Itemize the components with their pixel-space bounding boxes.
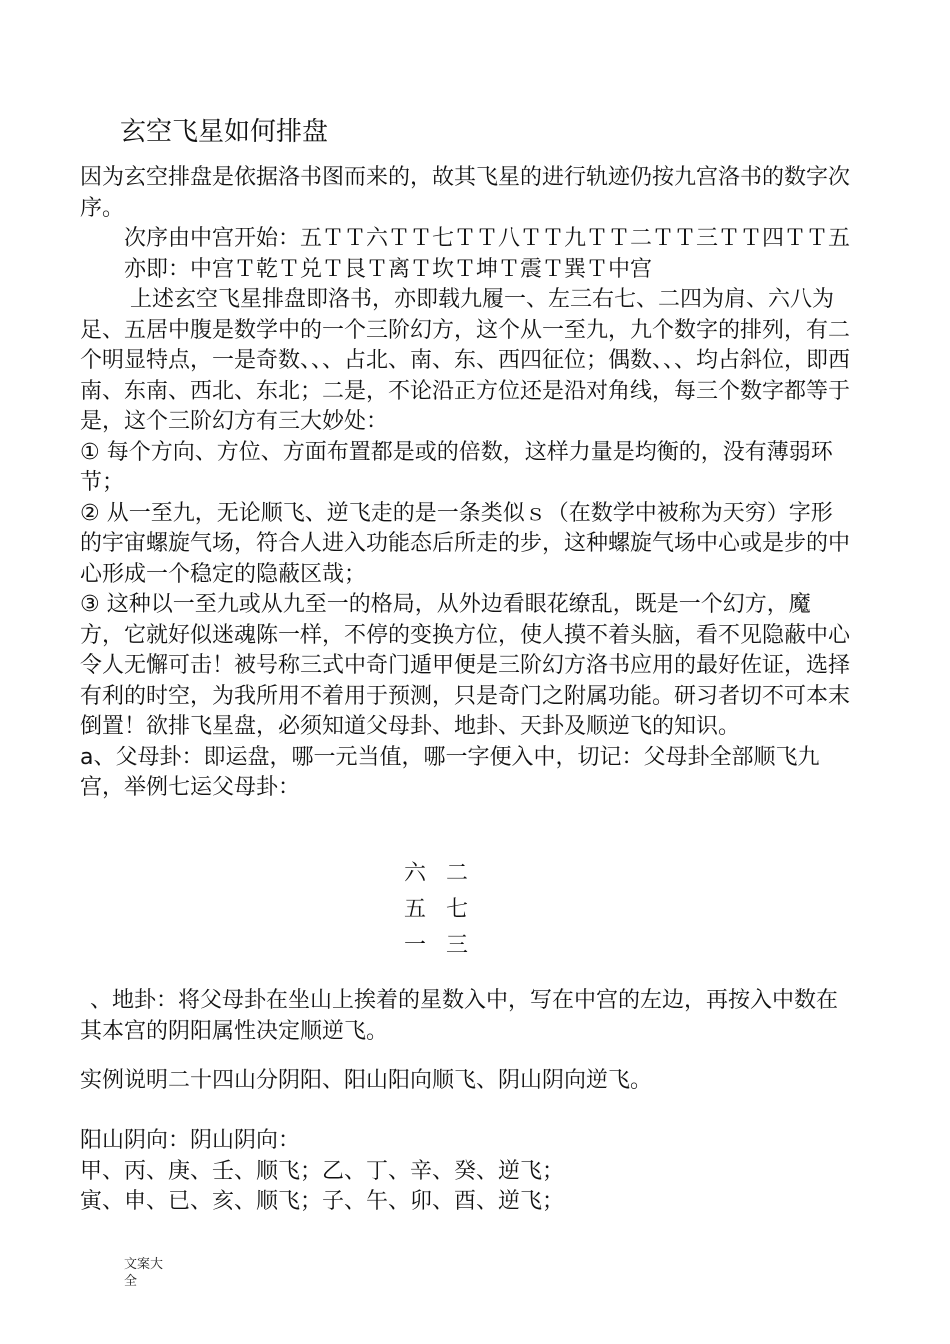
intro-paragraph: 因为玄空排盘是依据洛书图而来的，故其飞星的进行轨迹仍按九宫洛书的数字次序。	[80, 165, 851, 221]
sequence-line-1: 次序由中宫开始：五ＴＴ六ＴＴ七ＴＴ八ＴＴ九ＴＴ二ＴＴ三ＴＴ四ＴＴ五	[124, 226, 851, 251]
grid-cell: 六	[404, 861, 427, 886]
grid-row	[404, 928, 488, 964]
yin-yang-heading: 阳山阴向：阴山阴向：	[80, 1128, 301, 1153]
yin-yang-line-a: 甲、丙、庚、壬、顺飞；乙、丁、辛、癸、逆飞；	[80, 1158, 565, 1184]
grid-row	[404, 856, 488, 892]
footer-label: 文案大全	[124, 1257, 164, 1289]
example-block	[80, 1066, 852, 1097]
grid-cell: 三	[446, 933, 469, 958]
sequence-line-2: 亦即：中宫Ｔ乾Ｔ兑Ｔ艮Ｔ离Ｔ坎Ｔ坤Ｔ震Ｔ巽Ｔ中宫	[124, 256, 653, 282]
grid-cell: 五	[404, 897, 427, 922]
parents-gua-grid	[404, 856, 488, 964]
point-1-paragraph: ① 每个方向、方位、方面布置都是或的倍数，这样力量是均衡的，没有薄弱环节；	[80, 439, 833, 495]
parents-gua-paragraph: a、父母卦：即运盘，哪一元当值，哪一字便入中，切记：父母卦全部顺飞九宫，举例七运父母卦：	[80, 744, 820, 800]
grid-row	[404, 892, 488, 928]
main-text-block	[80, 163, 852, 804]
grid-cell: 一	[404, 933, 427, 958]
earth-gua-block	[80, 986, 852, 1047]
point-3-paragraph: ③ 这种以一至九或从九至一的格局，从外边看眼花缭乱，既是一个幻方，魔方，它就好似迷魂陈一样，不停的变换方位，使人摸不着头脑，看不见隐蔽中心令人无懈可击！被号称三式中奇门遁甲便是三阶幻方洛书应用的最好佐证，选择有利的时空，为我所用不着用于预测，只是奇门之附属功能。研习者切不可本末倒置！欲排飞星盘，必须知道父母卦、地卦、天卦及顺逆飞的知识。	[80, 592, 851, 739]
page-title: 玄空飞星如何排盘	[120, 117, 329, 147]
earth-gua-paragraph: 、地卦：将父母卦在坐山上挨着的星数入中，写在中宫的左边，再按入中数在其本宫的阴阳属性决定顺逆飞。	[80, 988, 839, 1044]
grid-cell: 二	[446, 861, 469, 886]
yin-yang-line-b: 寅、申、已、亥、顺飞；子、午、卯、酉、逆飞；	[80, 1189, 565, 1214]
magic-square-paragraph: 上述玄空飞星排盘即洛书，亦即载九履一、左三右七、二四为肩、六八为足、五居中腹是数学中的一个三阶幻方，这个从一至九，九个数字的排列，有二个明显特点，一是奇数、、、占北、南、东、西四征位；偶数、、、均占斜位，即西南、东南、西北、东北；二是，不论沿正方位还是沿对角线，每三个数字都等于是，这个三阶幻方有三大妙处：	[80, 287, 851, 434]
grid-cell: 七	[446, 897, 469, 922]
point-2-paragraph: ② 从一至九，无论顺飞、逆飞走的是一条类似ｓ（在数学中被称为天穷）字形的宇宙螺旋气场，符合人进入功能态后所走的步，这种螺旋气场中心或是步的中心形成一个稳定的隐蔽区哉；	[80, 500, 851, 587]
yin-yang-block	[80, 1126, 852, 1218]
example-line: 实例说明二十四山分阴阳、阳山阳向顺飞、阴山阴向逆飞。	[80, 1068, 653, 1093]
